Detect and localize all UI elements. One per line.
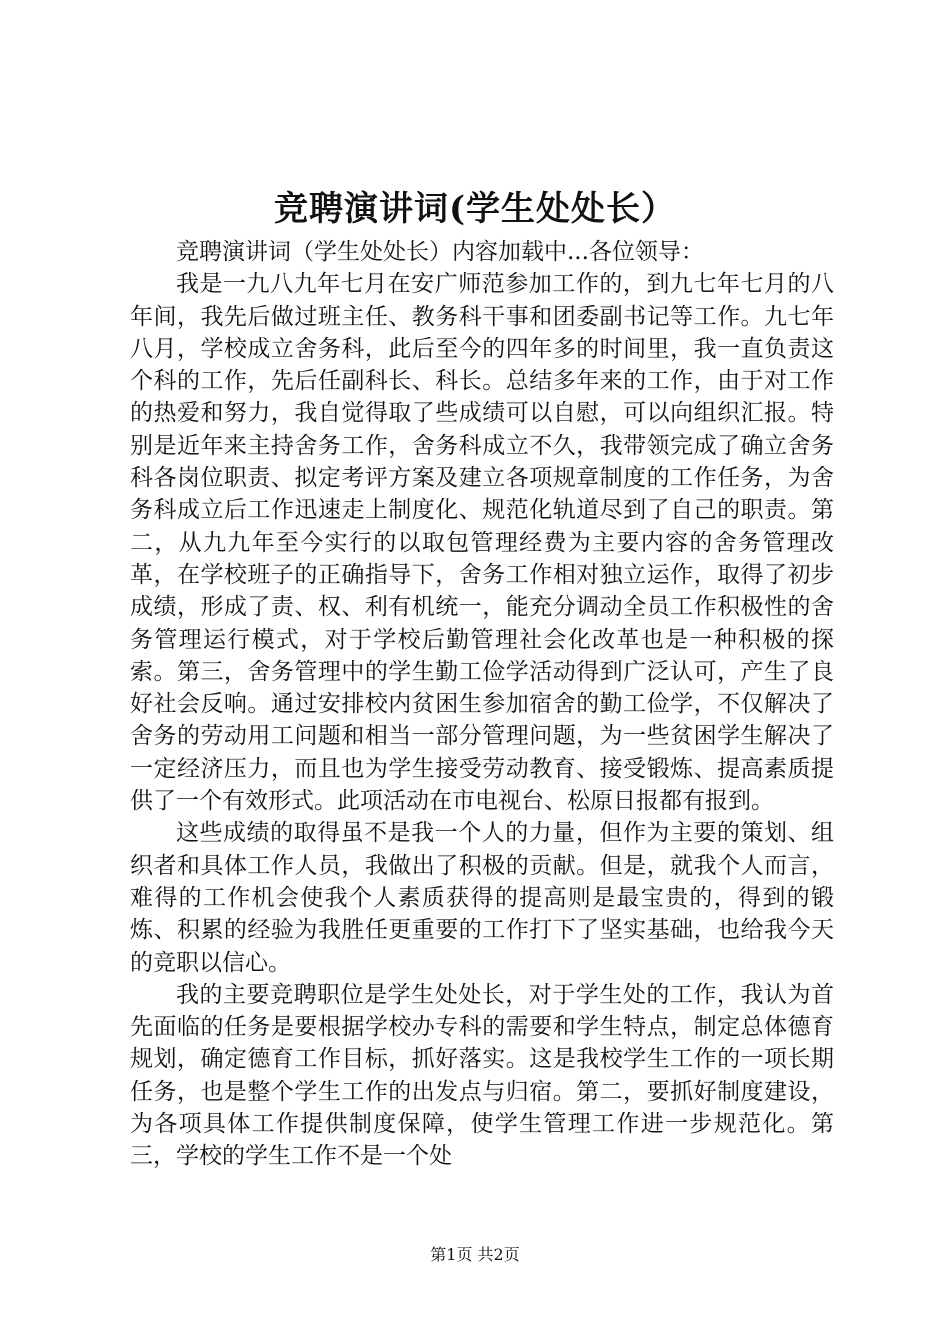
page-footer: 第1页 共2页 bbox=[430, 1245, 520, 1264]
paragraph-2: 我是一九八九年七月在安广师范参加工作的，到九七年七月的八年间，我先后做过班主任、教务科干事和团委副书记等工作。九七年八月，学校成立舍务科，此后至今的四年多的时间里，我一直负责这个科的工作，先后任副科长、科长。总结多年来的工作，由于对工作的热爱和努力，我自觉得取了些成绩可以自慰，可以向组织汇报。特别是近年来主持舍务工作，舍务科成立不久，我带领完成了确立舍务科各岗位职责、拟定考评方案及建立各项规章制度的工作任务，为舍务科成立后工作迅速走上制度化、规范化轨道尽到了自己的职责。第二，从九九年至今实行的以取包管理经费为主要内容的舍务管理改革，在学校班子的正确指导下，舍务工作相对独立运作，取得了初步成绩，形成了责、权、利有机统一，能充分调动全员工作积极性的舍务管理运行模式，对于学校后勤管理社会化改革也是一种积极的探索。第三，舍务管理中的学生勤工俭学活动得到广泛认可，产生了良好社会反响。通过安排校内贫困生参加宿舍的勤工俭学，不仅解决了舍务的劳动用工问题和相当一部分管理问题，为一些贫困学生解决了一定经济压力，而且也为学生接受劳动教育、接受锻炼、提高素质提供了一个有效形式。此项活动在市电视台、松原日报都有报到。 bbox=[130, 271, 834, 815]
document-title: 竞聘演讲词(学生处处长） bbox=[273, 189, 677, 229]
document-body bbox=[130, 236, 834, 1173]
paragraph-4: 我的主要竞聘职位是学生处处长，对于学生处的工作，我认为首先面临的任务是要根据学校办专科的需要和学生特点，制定总体德育规划，确定德育工作目标，抓好落实。这是我校学生工作的一项长期任务，也是整个学生工作的出发点与归宿。第二，要抓好制度建设，为各项具体工作提供制度保障，使学生管理工作进一步规范化。第三，学校的学生工作不是一个处 bbox=[130, 981, 834, 1170]
paragraph-3: 这些成绩的取得虽不是我一个人的力量，但作为主要的策划、组织者和具体工作人员，我做出了积极的贡献。但是，就我个人而言，难得的工作机会使我个人素质获得的提高则是最宝贵的，得到的锻炼、积累的经验为我胜任更重要的工作打下了坚实基础，也给我今天的竞职以信心。 bbox=[130, 820, 834, 976]
paragraph-1: 竞聘演讲词（学生处处长）内容加载中...各位领导： bbox=[176, 239, 704, 265]
